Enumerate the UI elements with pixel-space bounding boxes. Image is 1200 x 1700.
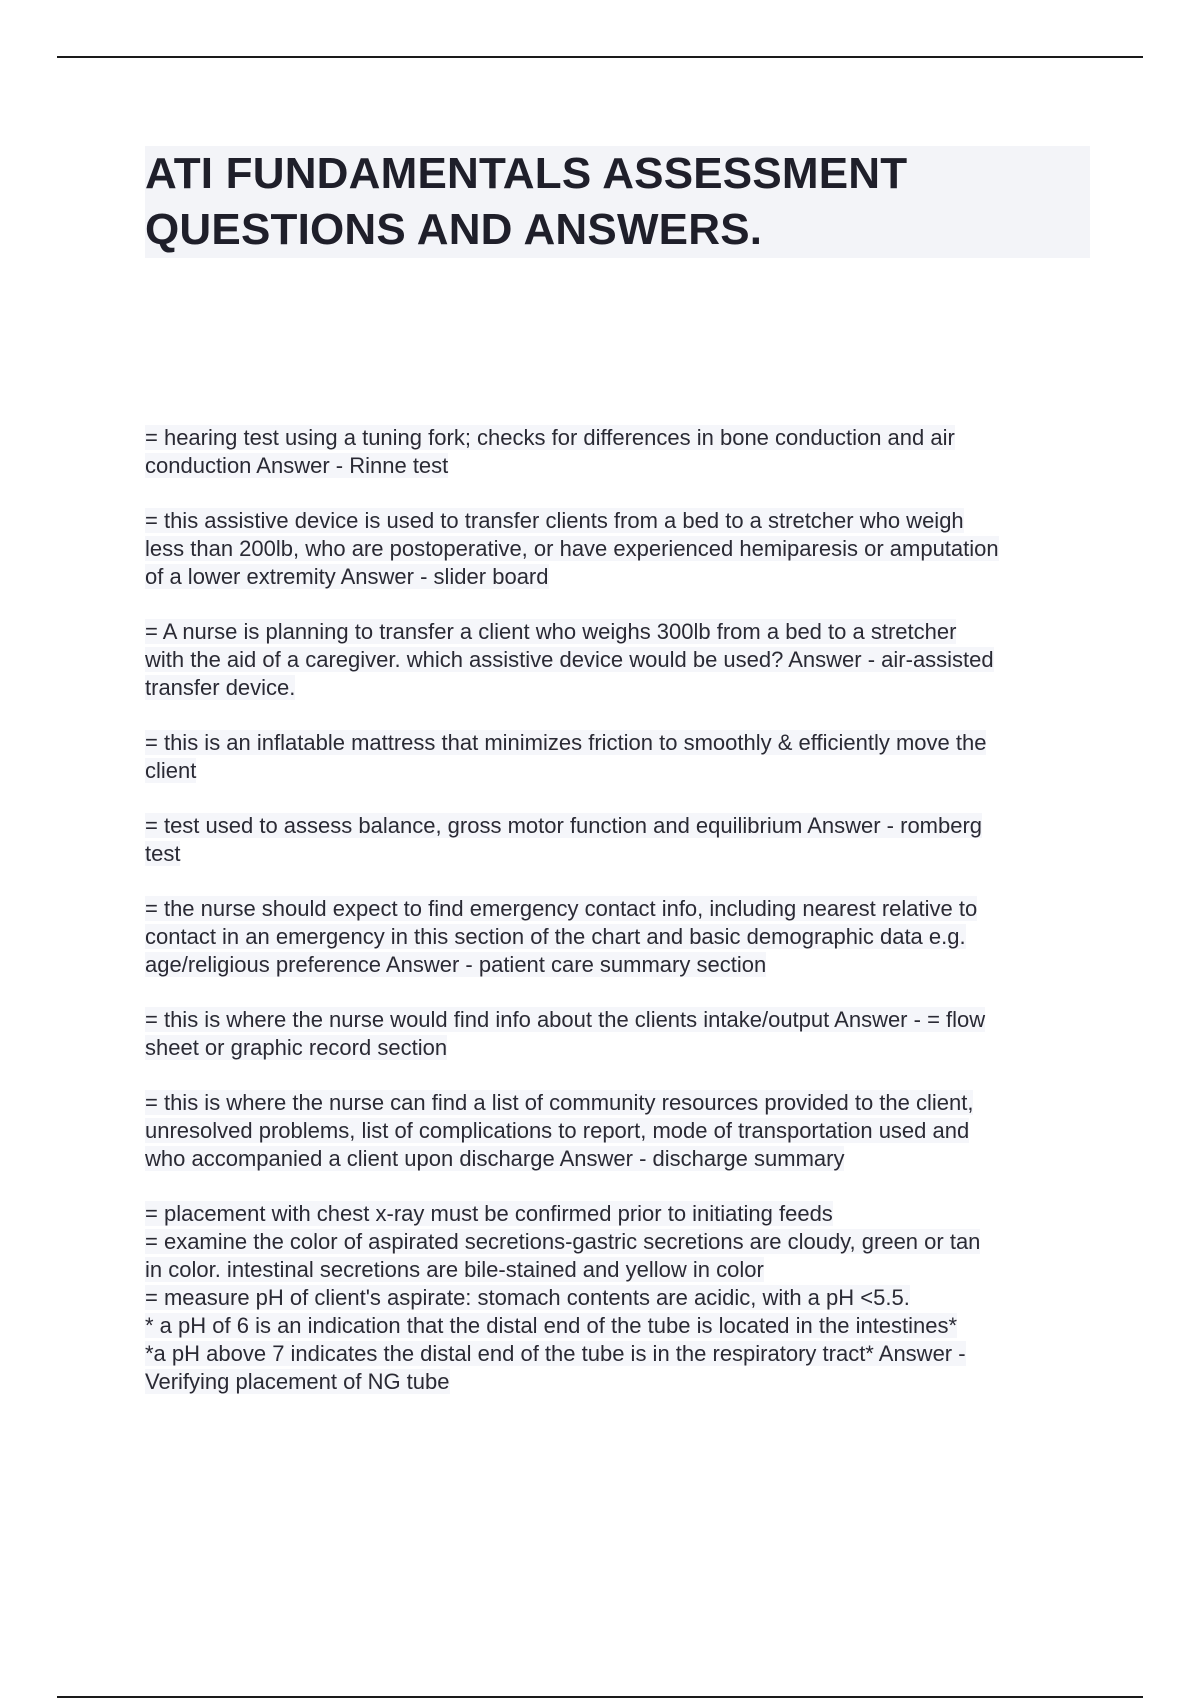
- qa-entry: [145, 729, 1090, 785]
- entry-line: client: [145, 758, 197, 783]
- entry-line: of a lower extremity Answer - slider board: [145, 564, 549, 589]
- entry-line: sheet or graphic record section: [145, 1035, 448, 1060]
- entry-line: = this is where the nurse would find info about the clients intake/output Answer - = flow: [145, 1007, 986, 1032]
- title-heading: [145, 146, 1090, 258]
- entry-line: unresolved problems, list of complications to report, mode of transportation used and: [145, 1118, 970, 1143]
- title-line: QUESTIONS AND ANSWERS.: [145, 205, 763, 254]
- qa-entry: [145, 618, 1090, 702]
- entry-line: = the nurse should expect to find emergency contact info, including nearest relative to: [145, 896, 978, 921]
- qa-entry: [145, 1089, 1090, 1173]
- entry-line: = this is where the nurse can find a list of community resources provided to the client,: [145, 1090, 974, 1115]
- entry-line: = test used to assess balance, gross motor function and equilibrium Answer - romberg: [145, 813, 983, 838]
- qa-entry: [145, 424, 1090, 480]
- entry-line: less than 200lb, who are postoperative, or have experienced hemiparesis or amputation: [145, 536, 999, 561]
- entry-line: = examine the color of aspirated secretions-gastric secretions are cloudy, green or tan: [145, 1229, 981, 1254]
- qa-entry: [145, 812, 1090, 868]
- entry-line: transfer device.: [145, 675, 296, 700]
- entry-line: contact in an emergency in this section of the chart and basic demographic data e.g.: [145, 924, 966, 949]
- qa-entries: [145, 424, 1090, 1423]
- entry-line: test: [145, 841, 181, 866]
- entry-line: = placement with chest x-ray must be confirmed prior to initiating feeds: [145, 1201, 833, 1226]
- entry-line: = hearing test using a tuning fork; checks for differences in bone conduction and air: [145, 425, 955, 450]
- entry-line: * a pH of 6 is an indication that the distal end of the tube is located in the intestines*: [145, 1313, 958, 1338]
- top-rule: [57, 56, 1143, 58]
- qa-entry: [145, 895, 1090, 979]
- entry-line: = measure pH of client's aspirate: stomach contents are acidic, with a pH <5.5.: [145, 1285, 910, 1310]
- qa-entry: [145, 507, 1090, 591]
- entry-line: in color. intestinal secretions are bile-stained and yellow in color: [145, 1257, 764, 1282]
- entry-line: = this is an inflatable mattress that minimizes friction to smoothly & efficiently move the: [145, 730, 987, 755]
- title-line: ATI FUNDAMENTALS ASSESSMENT: [145, 149, 908, 198]
- entry-line: conduction Answer - Rinne test: [145, 453, 449, 478]
- qa-entry: [145, 1200, 1090, 1396]
- bottom-rule: [57, 1696, 1143, 1698]
- entry-line: age/religious preference Answer - patient care summary section: [145, 952, 767, 977]
- document-title: [145, 146, 1090, 258]
- entry-line: Verifying placement of NG tube: [145, 1369, 450, 1394]
- qa-entry: [145, 1006, 1090, 1062]
- entry-line: = this assistive device is used to transfer clients from a bed to a stretcher who weigh: [145, 508, 964, 533]
- entry-line: with the aid of a caregiver. which assistive device would be used? Answer - air-assisted: [145, 647, 994, 672]
- entry-line: *a pH above 7 indicates the distal end of the tube is in the respiratory tract* Answer -: [145, 1341, 966, 1366]
- entry-line: = A nurse is planning to transfer a client who weighs 300lb from a bed to a stretcher: [145, 619, 957, 644]
- entry-line: who accompanied a client upon discharge Answer - discharge summary: [145, 1146, 845, 1171]
